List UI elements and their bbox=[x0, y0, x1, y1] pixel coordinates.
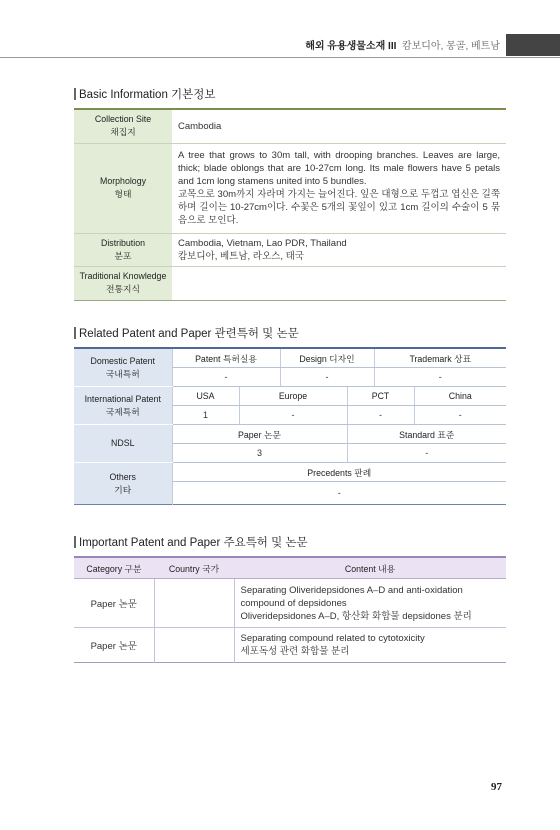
basic-info-table bbox=[74, 108, 506, 301]
traditional-knowledge-value bbox=[172, 266, 506, 300]
domestic-header: Trademark 상표 bbox=[374, 348, 506, 368]
row-label: Morphology 형태 bbox=[74, 143, 172, 233]
table-row bbox=[74, 425, 506, 444]
running-header bbox=[0, 34, 560, 56]
related-title-text: Related Patent and Paper 관련특허 및 논문 bbox=[79, 328, 299, 340]
title-bar bbox=[74, 536, 76, 548]
international-value: - bbox=[239, 406, 347, 425]
others-header: Precedents 판례 bbox=[172, 463, 506, 482]
table-row bbox=[74, 143, 506, 233]
country-cell bbox=[154, 628, 234, 663]
header-text bbox=[305, 37, 500, 52]
row-label: Distribution 분포 bbox=[74, 233, 172, 266]
category-cell: Paper 논문 bbox=[90, 641, 137, 652]
important-title bbox=[74, 534, 308, 550]
content-cell: Separating Oliveridepsidones A–D and anti-oxidation compound of depsidones Oliveridepsidones A–D, 항산화 화합물 depsidones 분리 bbox=[234, 579, 506, 628]
ndsl-header: Standard 표준 bbox=[347, 425, 506, 444]
header-title: 해외 유용생물소재 III bbox=[305, 41, 397, 52]
row-label: Collection Site 채집지 bbox=[74, 109, 172, 143]
table-row bbox=[74, 628, 506, 663]
domestic-header: Patent 특허실용 bbox=[172, 348, 280, 368]
country-header: Country 국가 bbox=[154, 557, 234, 579]
basic-info-title bbox=[74, 86, 215, 102]
domestic-label: Domestic Patent 국내특허 bbox=[74, 348, 172, 387]
header-bar bbox=[506, 34, 560, 56]
domestic-value: - bbox=[280, 368, 374, 387]
basic-info-title-text: Basic Information 기본정보 bbox=[79, 89, 216, 101]
important-title-text: Important Patent and Paper 주요특허 및 논문 bbox=[79, 537, 308, 549]
ndsl-label: NDSL bbox=[74, 425, 172, 463]
international-label: International Patent 국제특허 bbox=[74, 387, 172, 425]
table-row bbox=[74, 579, 506, 628]
table-row bbox=[74, 266, 506, 300]
content-header: Content 내용 bbox=[234, 557, 506, 579]
content-cell: Separating compound related to cytotoxicity 세포독성 관련 화합물 분리 bbox=[234, 628, 506, 663]
international-header: USA bbox=[172, 387, 239, 406]
table-row bbox=[74, 557, 506, 579]
country-cell bbox=[154, 579, 234, 628]
related-patent-table bbox=[74, 347, 506, 505]
ndsl-header: Paper 논문 bbox=[172, 425, 347, 444]
title-bar bbox=[74, 88, 76, 100]
international-value: - bbox=[347, 406, 414, 425]
category-cell: Paper 논문 bbox=[74, 579, 154, 628]
international-header: Europe bbox=[239, 387, 347, 406]
ndsl-value: - bbox=[347, 444, 506, 463]
morphology-value: A tree that grows to 30m tall, with drooping branches. Leaves are large, thick; blade oblongs that are 10-27cm long. Its male flowers have 5 petals and 1cm long stamens united into 5 bundles. 교목으로 30m까지 자라며 가지는 늘어진다. 잎은 대형으로 두껍고 엽신은 길쭉하며 길이는 10-27cm이다. 수꽃은 5개의 꽃잎이 있고 1cm 길이의 수술이 5 묶음으로 모인다. bbox=[172, 143, 506, 233]
table-row bbox=[74, 348, 506, 368]
title-bar bbox=[74, 327, 76, 339]
important-paper-table bbox=[74, 556, 506, 663]
international-header: China bbox=[414, 387, 506, 406]
table-row bbox=[74, 233, 506, 266]
table-row bbox=[74, 109, 506, 143]
international-value: 1 bbox=[172, 406, 239, 425]
category-header: Category 구분 bbox=[74, 557, 154, 579]
international-header: PCT bbox=[347, 387, 414, 406]
domestic-header: Design 디자인 bbox=[280, 348, 374, 368]
international-value: - bbox=[414, 406, 506, 425]
collection-site-value: Cambodia bbox=[172, 109, 506, 143]
table-row bbox=[74, 463, 506, 482]
table-row bbox=[74, 387, 506, 406]
row-label: Traditional Knowledge 전통지식 bbox=[74, 266, 172, 300]
header-subtitle: 캄보디아, 몽골, 베트남 bbox=[401, 41, 500, 52]
others-value: - bbox=[172, 482, 506, 505]
others-label: Others 기타 bbox=[74, 463, 172, 505]
domestic-value: - bbox=[374, 368, 506, 387]
distribution-value: Cambodia, Vietnam, Lao PDR, Thailand 캄보디아, 베트남, 라오스, 태국 bbox=[172, 233, 506, 266]
related-title bbox=[74, 325, 299, 341]
header-rule bbox=[0, 57, 560, 58]
domestic-value: - bbox=[172, 368, 280, 387]
page-number: 97 bbox=[491, 781, 502, 793]
ndsl-value: 3 bbox=[172, 444, 347, 463]
